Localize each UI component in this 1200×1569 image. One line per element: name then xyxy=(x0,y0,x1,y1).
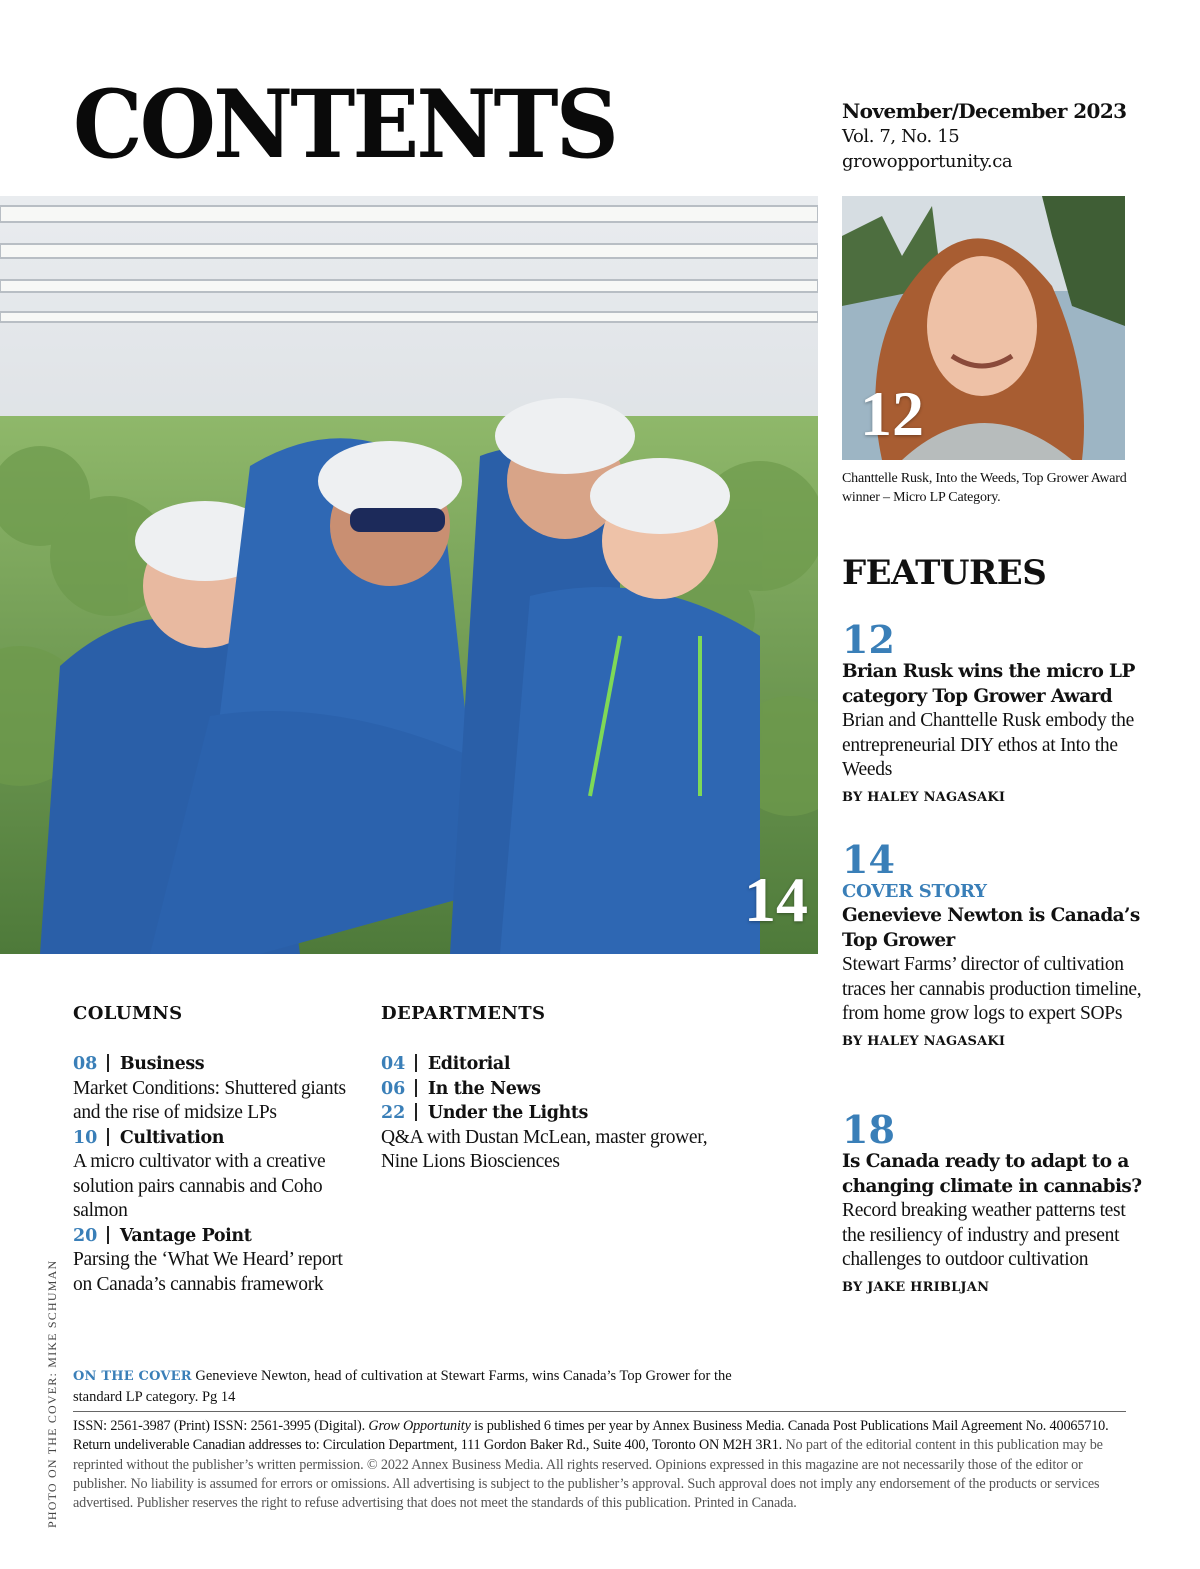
list-item[interactable] xyxy=(381,1052,741,1077)
column-description: A micro cultivator with a creative solution pairs cannabis and Coho salmon xyxy=(73,1151,326,1221)
divider xyxy=(415,1079,417,1097)
hero-page-number: 14 xyxy=(744,864,808,935)
column-name[interactable]: Cultivation xyxy=(119,1127,225,1148)
photo-credit: PHOTO ON THE COVER: MIKE SCHUMAN xyxy=(45,1259,59,1528)
page-title: CONTENTS xyxy=(73,70,617,180)
divider xyxy=(415,1054,417,1072)
list-item[interactable] xyxy=(73,1126,363,1224)
list-item[interactable] xyxy=(73,1052,363,1126)
feature-description: Record breaking weather patterns test the resiliency of industry and present challenges to outdoor cultivation xyxy=(842,1200,1126,1270)
department-name[interactable]: Under the Lights xyxy=(427,1103,589,1123)
divider xyxy=(107,1054,109,1072)
cover-note-label: ON THE COVER xyxy=(73,1369,192,1384)
legal-main-text: is published 6 times per year by Annex Business Media. Canada Post Publications Mail Agreement No. 40065710. Return undeliverable Canadian addresses to: Circulation Department, 111 Gordon Baker Rd., Suite 400, Toronto ON M2H 3R1. xyxy=(73,1418,1109,1454)
legal-fine-print: No part of the editorial content in this publication may be reprinted without the publisher’s written permission. © 2022 Annex Business Media. All rights reserved. Opinions expressed in this magazine are not necessarily those of the editor or publisher. No liability is assumed for errors or omissions. All advertising is subject to the publisher’s approval. Such approval does not imply any endorsement of the products or services advertised. Publisher reserves the right to refuse advertising that does not meet the standards of this publication. Printed in Canada. xyxy=(73,1437,1103,1512)
cover-note xyxy=(73,1366,773,1407)
column-name[interactable]: Vantage Point xyxy=(119,1225,252,1246)
department-name[interactable]: Editorial xyxy=(427,1054,511,1074)
feature-page-number: 12 xyxy=(842,617,895,662)
department-name[interactable]: In the News xyxy=(427,1078,541,1099)
cover-photo[interactable] xyxy=(0,196,818,954)
list-item[interactable] xyxy=(381,1077,741,1102)
department-description: Q&A with Dustan McLean, master grower, Nine Lions Biosciences xyxy=(381,1126,708,1172)
feature-item[interactable] xyxy=(842,617,1142,809)
divider xyxy=(107,1226,109,1244)
feature-byline: BY HALEY NAGASAKI xyxy=(842,1033,1006,1049)
divider xyxy=(107,1128,109,1146)
list-item[interactable] xyxy=(381,1101,741,1175)
features-heading: FEATURES xyxy=(842,553,1047,593)
page-number: 22 xyxy=(381,1103,406,1123)
issn-text: ISSN: 2561-3987 (Print) ISSN: 2561-3995 (Digital). xyxy=(73,1418,369,1434)
feature-portrait-photo[interactable] xyxy=(842,196,1125,460)
feature-title[interactable]: Genevieve Newton is Canada’s Top Grower xyxy=(842,905,1140,951)
page-number: 08 xyxy=(73,1054,98,1074)
feature-description: Brian and Chanttelle Rusk embody the entrepreneurial DIY ethos at Into the Weeds xyxy=(842,710,1134,780)
column-description: Market Conditions: Shuttered giants and the rise of midsize LPs xyxy=(73,1077,346,1123)
feature-byline: BY HALEY NAGASAKI xyxy=(842,789,1006,805)
issue-date: November/December 2023 xyxy=(842,99,1127,123)
feature-description: Stewart Farms’ director of cultivation traces her cannabis production timeline, from home grow logs to expert SOPs xyxy=(842,954,1142,1024)
cover-photo-illustration xyxy=(0,196,818,954)
portrait-page-number: 12 xyxy=(860,378,924,449)
columns-list xyxy=(73,1052,363,1297)
legal-notice xyxy=(73,1417,1128,1513)
issue-website: growopportunity.ca xyxy=(842,151,1013,172)
page-number: 20 xyxy=(73,1225,98,1246)
feature-item[interactable] xyxy=(842,837,1142,1053)
feature-title[interactable]: Is Canada ready to adapt to a changing climate in cannabis? xyxy=(842,1151,1142,1197)
feature-page-number: 18 xyxy=(842,1107,895,1152)
issue-volume: Vol. 7, No. 15 xyxy=(842,126,960,147)
divider xyxy=(73,1411,1126,1412)
page-number: 10 xyxy=(73,1127,98,1148)
divider xyxy=(415,1103,417,1121)
publication-name: Grow Opportunity xyxy=(368,1418,471,1434)
list-item[interactable] xyxy=(73,1224,363,1298)
feature-title[interactable]: Brian Rusk wins the micro LP category Top Grower Award xyxy=(842,661,1135,707)
column-name[interactable]: Business xyxy=(119,1054,205,1074)
departments-list xyxy=(381,1052,741,1175)
column-description: Parsing the ‘What We Heard’ report on Canada’s cannabis framework xyxy=(73,1249,343,1295)
departments-heading: DEPARTMENTS xyxy=(381,1003,546,1024)
portrait-caption: Chanttelle Rusk, Into the Weeds, Top Grower Award winner – Micro LP Category. xyxy=(842,471,1127,505)
feature-byline: BY JAKE HRIBLJAN xyxy=(842,1279,990,1295)
cover-note-text: Genevieve Newton, head of cultivation at Stewart Farms, wins Canada’s Top Grower for the standard LP category. Pg 14 xyxy=(73,1368,732,1405)
feature-item[interactable] xyxy=(842,1107,1142,1299)
issue-info xyxy=(842,98,1132,174)
page-number: 06 xyxy=(381,1078,406,1099)
columns-heading: COLUMNS xyxy=(73,1003,183,1024)
feature-page-number: 14 xyxy=(842,837,895,882)
page-number: 04 xyxy=(381,1054,406,1074)
feature-kicker: COVER STORY xyxy=(842,881,987,902)
